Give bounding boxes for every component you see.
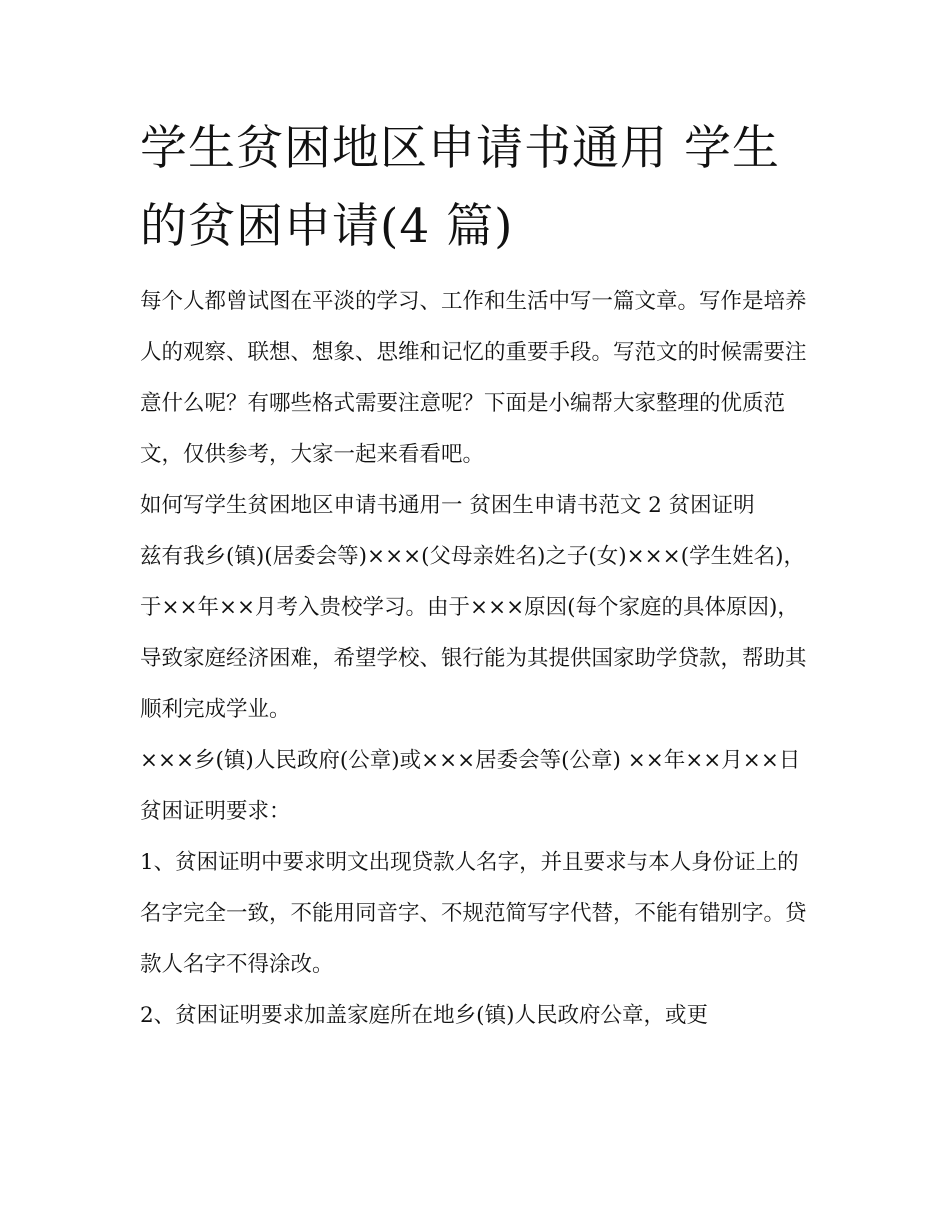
paragraph-signature: ×××乡(镇)人民政府(公章)或×××居委会等(公章) ××年××月××日 贫困证明要求：: [140, 748, 801, 824]
paragraph-requirement-1: 1、贫困证明中要求明文出现贷款人名字，并且要求与本人身份证上的名字完全一致，不能用同音字、不规范简写字代替，不能有错别字。贷款人名字不得涂改。: [140, 850, 807, 977]
paragraph-requirement-2: 2、贫困证明要求加盖家庭所在地乡(镇)人民政府公章，或更: [140, 1003, 708, 1028]
document-body: [140, 276, 820, 1041]
paragraph-heading: 如何写学生贫困地区申请书通用一 贫困生申请书范文 2 贫困证明: [140, 493, 755, 518]
paragraph-intro: 每个人都曾试图在平淡的学习、工作和生活中写一篇文章。写作是培养人的观察、联想、想象、思维和记忆的重要手段。写范文的时候需要注意什么呢？有哪些格式需要注意呢？下面是小编帮大家整理的优质范文，仅供参考，大家一起来看看吧。: [140, 289, 807, 467]
document-title: 学生贫困地区申请书通用 学生的贫困申请(4 篇): [140, 121, 780, 254]
paragraph-certificate: 兹有我乡(镇)(居委会等)×××(父母亲姓名)之子(女)×××(学生姓名)，于××年××月考入贵校学习。由于×××原因(每个家庭的具体原因)，导致家庭经济困难，希望学校、银行能为其提供国家助学贷款，帮助其顺利完成学业。: [140, 544, 807, 722]
